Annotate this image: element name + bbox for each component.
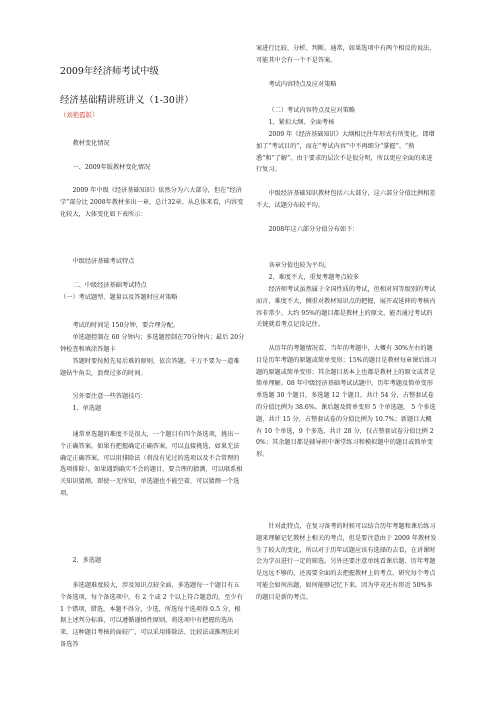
list-heading: 2、多选题 — [72, 557, 102, 564]
paragraph: 通常单选题的难度不是很大，一个题目有四个备选项，挑出一个正确答案。如果有把握确定正确答案，可以直接挑选，如果无法确定正确答案，可以用排除法（将没有见过的选项以及不合常理的选项排除）。如果遇到确实不会的题目，要合理的猜测，可以联系相关知识猜测。即使一无所知，单选题也不能空着，可以猜测一个选项。 — [60, 431, 243, 497]
paragraph: 多选题难度较大，涉及知识点较全面，多选题每一个题目有五个备选项，每个备选项中，有 2 个或 2 个以上符合题意的，至少有 1 个错项，错选，本题不得分，少选，所选每个选项得 0.5 分，根据上述判分标准，可以遵循谨慎性原则，将选项中有把握的选出来，这种题目考核的面较广，可以采用排除法、比较法或推理法对备选答 — [60, 582, 243, 648]
paragraph: 2009 年中级《经济基础知识》依然分为六大部分，但在“经济学”部分比 2008年教材多出一章，总计32章。从总体来看，内容变化较大，大体变化如下表所示： — [60, 187, 244, 218]
paragraph: 针对此特点，在复习备考的时候可以结合历年考题和课后练习题来理解记忆教材上相关的考点，但是要注意由于 2009 年教材发生了较大的变化，所以对于历年试题应该有选择的去看，在讲课时会为学员进行一定的筛选。另外还要注意单纯看课后题、历年考题是远远不够的，还需要全面的去把握教材上的考点，研究每个考点可能会如何出题，如何能够记忆下来。因为毕竟还有将近 50%多的题目是新的考点。 — [256, 523, 437, 601]
section-heading: 考试内容特点及应对策略 — [268, 81, 337, 88]
paragraph: 考试的时间是 150分钟，要合理分配。 — [72, 322, 180, 329]
section-heading: 二、中级经济基础考试特点 — [72, 282, 147, 289]
section-heading: 中级经济基础考试特点 — [72, 258, 135, 265]
paragraph: 2008年这六部分分值分布如下： — [268, 226, 359, 233]
section-heading: （二）考试内容特点及应对策略 — [268, 107, 356, 114]
paragraph: 另外要注意一些答题技巧： — [72, 393, 147, 400]
list-heading: 2、难度不大，重复考题考点较多 — [268, 274, 360, 281]
section-heading: 一、2009年版教材变化情况 — [72, 164, 151, 171]
document-title: 2009年经济师考试中级 — [60, 66, 159, 77]
paragraph: 中级经济基础知识教材包括六大部分，这六部分分值比例相差不大，试题分布较平均。 — [256, 190, 436, 209]
author-note: （刘艳霞版） — [60, 111, 99, 119]
paragraph: 经济师考试虽然属于全国性质的考试，但相对同等级别的考试而言，难度不大，侧重对教材知识点的把握，展开或延伸的考核内容非常少。大约 95%的题目都是教材上的原文，能否通过考试的关键就看考点记没记住。 — [256, 286, 436, 329]
paragraph: 从历年的考题情况看，当年的考题中，大概有 30%左右的题目是历年考题的原题或简单变形；15%的题目是教材每章课后练习题的原题或简单变形；其余题目基本上也都是教材上的原文或者是简单理解。08 年中级经济基础考试试题中，历年考题及简单变形单选题 30 个题目，多选题 12 个题目，共计 54 分，占整套试卷的分值比例为 38.6%。课后题及简单变形 5 个单选题， 5 个多选题，共计 15 分，占整套试卷的分值比例为 10.7%；新题目大概有 10 个单选，9 个多选，共计 28 分，仅占整套试卷分值比例 20%；其余题目都是辅导班中课堂练习和模拟题中的题目或简单变形。 — [256, 345, 437, 459]
paragraph: 案进行比较、分析、判断。通常，如果选项中有两个相反的说法，可能其中会有一个不是答案。 — [256, 45, 436, 64]
list-heading: 1、紧扣大纲、全面考核 — [268, 119, 335, 126]
paragraph: 各章分值也较为平均。 — [268, 262, 331, 269]
section-heading: 教材变化情况 — [72, 140, 110, 147]
paragraph: 2009 年《经济基础知识》大纲相比往年形式有所变化，即增加了“考试目的”，而在“考试内容”中不再细分“掌握”、“熟悉”和“了解”。由于要求的层次不是很分明，所以更应全面的来进行复习。 — [256, 131, 435, 174]
document-subtitle: 经济基础精讲班讲义（1-30讲） — [60, 95, 194, 106]
paragraph: 答题时要按照先易后难的原则，依次答题。千万不要为一道难题钻牛角尖，浪费过多的时间。 — [60, 358, 240, 377]
list-heading: 1、单选题 — [72, 405, 102, 412]
paragraph: 单选题控制在 60 分钟内；多选题控制在70分钟内；最后 20分钟检查和填涂答题卡 — [60, 334, 245, 353]
section-heading: （一）考试题型、题量以及答题时应对策略 — [60, 294, 178, 301]
